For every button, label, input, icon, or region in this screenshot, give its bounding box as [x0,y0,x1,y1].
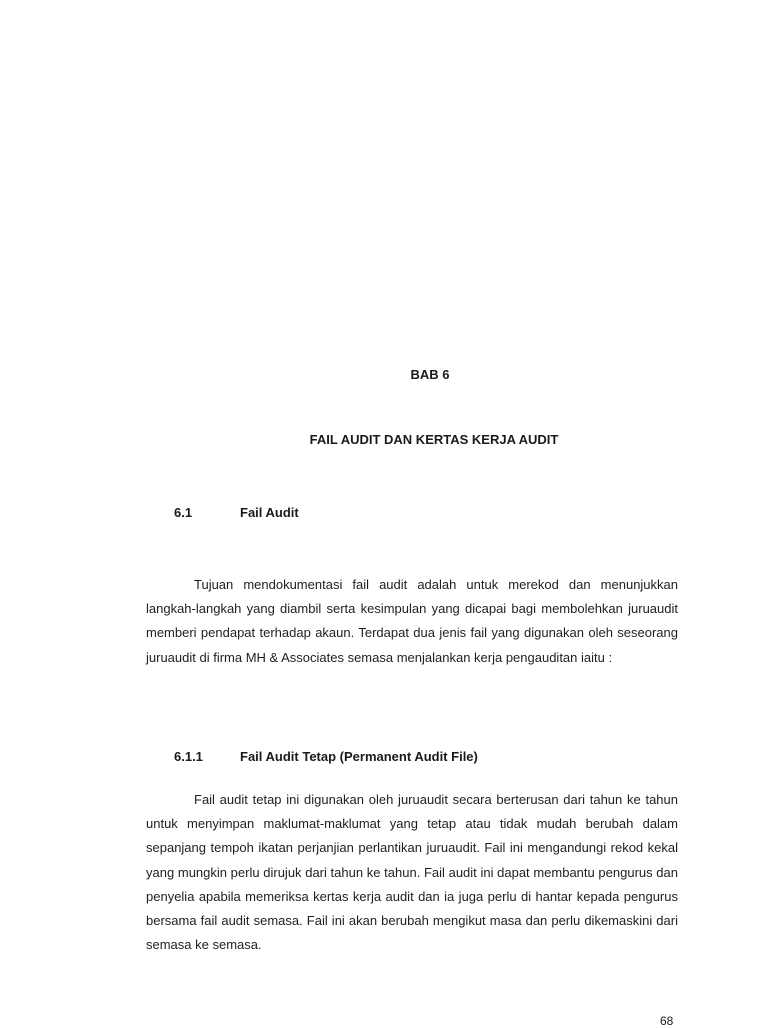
chapter-title: FAIL AUDIT DAN KERTAS KERJA AUDIT [309,432,559,447]
section-paragraph-6-1-1: Fail audit tetap ini digunakan oleh juruaudit secara berterusan dari tahun ke tahun untuk menyimpan maklumat-maklumat yang tetap atau tidak mudah berubah dalam sepanjang tempoh ikatan perjanjian perlantikan juruaudit. Fail ini mengandungi rekod kekal yang mungkin perlu dirujuk dari tahun ke tahun. Fail audit ini dapat membantu pengurus dan penyelia apabila memeriksa kertas kerja audit dan ia juga perlu di hantar kepada pengurus bersama fail audit semasa. Fail ini akan berubah mengikut masa dan perlu dikemaskini dari semasa ke semasa. [146,792,678,953]
section-title: Fail Audit [240,505,299,520]
chapter-label: BAB 6 [410,367,450,382]
section-heading-6-1-1 [174,749,574,767]
section-heading-6-1 [174,505,574,523]
section-number: 6.1 [174,505,193,520]
section-paragraph-6-1: Tujuan mendokumentasi fail audit adalah untuk merekod dan menunjukkan langkah-langkah yang diambil serta kesimpulan yang dicapai bagi membolehkan juruaudit memberi pendapat terhadap akaun. Terdapat dua jenis fail yang digunakan oleh seseorang juruaudit di firma MH & Associates semasa menjalankan kerja pengauditan iaitu : [146,577,678,665]
section-number: 6.1.1 [174,749,203,764]
section-title: Fail Audit Tetap (Permanent Audit File) [240,749,478,764]
page-number: 68 [660,1014,674,1028]
